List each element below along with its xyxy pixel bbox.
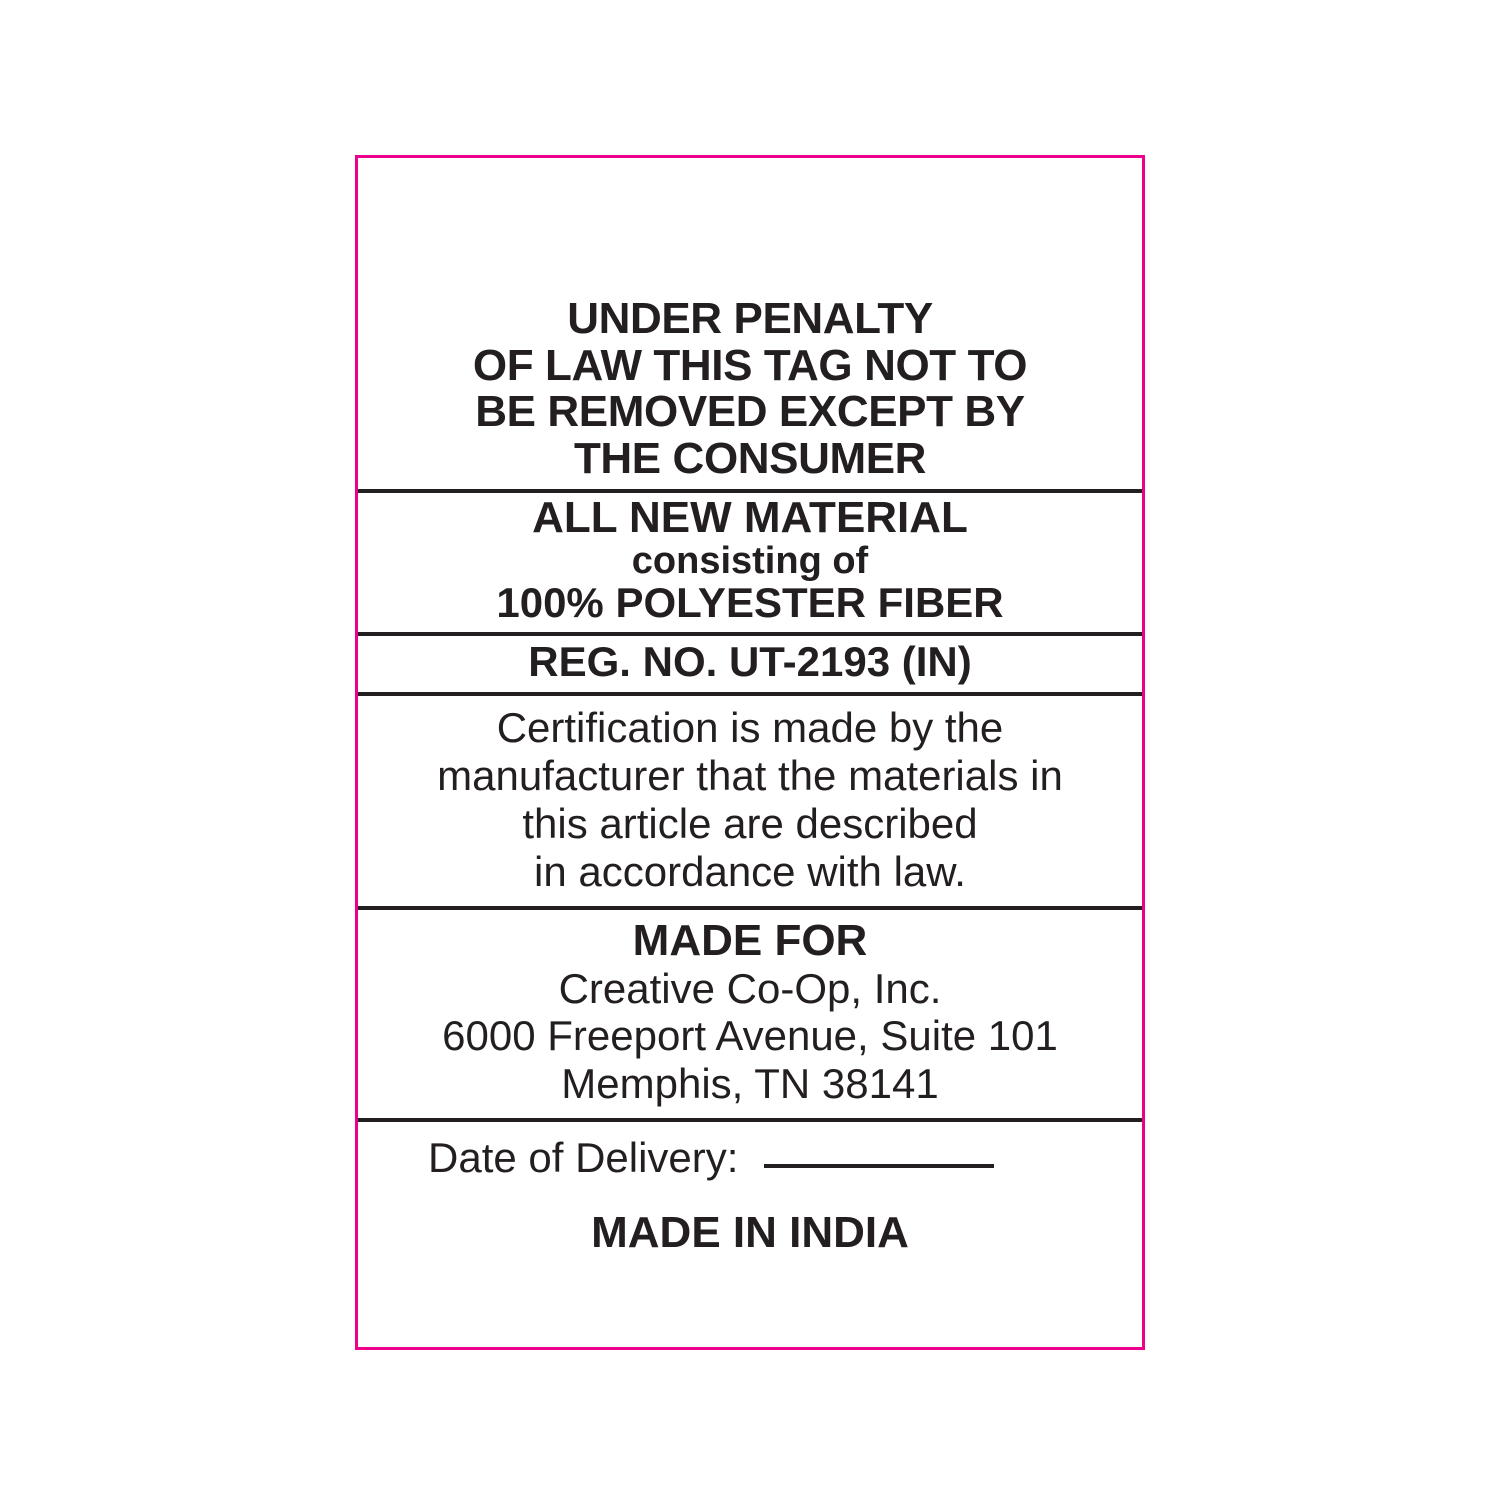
country-of-origin: MADE IN INDIA [591,1208,909,1258]
penalty-notice-line-4: THE CONSUMER [573,433,927,483]
made-for-city-state-zip: Memphis, TN 38141 [561,1060,939,1108]
label-top-margin [358,158,1142,294]
certification-line-2: manufacturer that the materials in [437,752,1063,800]
certification-block [358,696,1142,910]
made-for-block [358,910,1142,1122]
certification-line-4: in accordance with law. [534,848,966,896]
material-line-2: consisting of [631,540,869,583]
penalty-notice-block [358,294,1142,493]
penalty-notice-line-1: UNDER PENALTY [567,294,933,343]
made-for-street: 6000 Freeport Avenue, Suite 101 [442,1012,1058,1060]
material-content-block [358,493,1142,636]
label-bottom-margin [358,1262,1142,1347]
date-of-delivery-input[interactable] [764,1164,994,1168]
date-of-delivery-label: Date of Delivery: [428,1134,739,1182]
made-for-company: Creative Co-Op, Inc. [558,964,942,1012]
registration-number-block [358,636,1142,697]
penalty-notice-line-2: OF LAW THIS TAG NOT TO [472,340,1028,390]
certification-line-1: Certification is made by the [496,704,1004,752]
certification-line-3: this article are described [522,800,978,848]
material-line-1: ALL NEW MATERIAL [532,492,968,542]
material-line-3: 100% POLYESTER FIBER [496,579,1004,627]
made-for-heading: MADE FOR [632,915,868,965]
penalty-notice-line-3: BE REMOVED EXCEPT BY [475,387,1025,437]
registration-number-text: REG. NO. UT-2193 (IN) [528,637,972,685]
delivery-and-origin-block [358,1122,1142,1262]
law-tag-label [355,155,1145,1350]
date-of-delivery-row [368,1134,1132,1182]
